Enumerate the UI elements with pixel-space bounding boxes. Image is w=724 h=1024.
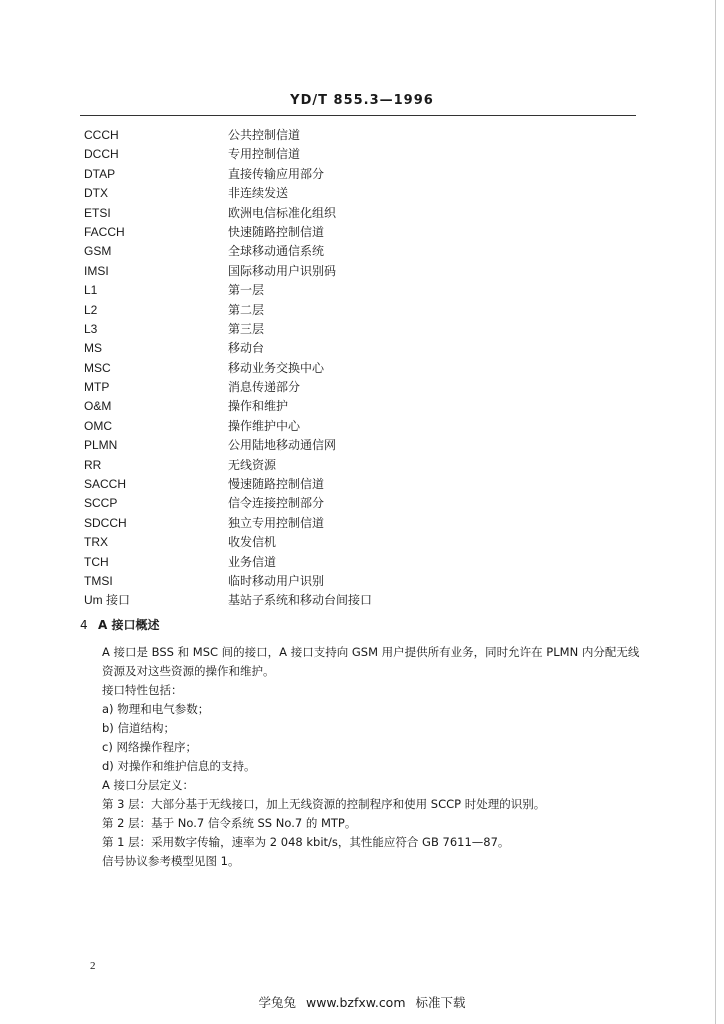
abbreviation-term: Um 接口 xyxy=(84,593,130,608)
abbreviation-term: O&M xyxy=(84,399,112,414)
abbreviation-term: MTP xyxy=(84,380,110,395)
abbreviation-row xyxy=(84,572,644,591)
list-item: a) 物理和电气参数； xyxy=(102,702,210,716)
abbreviation-row xyxy=(84,514,644,533)
abbreviation-term: IMSI xyxy=(84,263,109,278)
layer-definition: 第 1 层：采用数字传输，速率为 2 048 kbit/s，其性能应符合 GB 7611—87。 xyxy=(102,835,510,849)
layer-definition: 第 3 层：大部分基于无线接口，加上无线资源的控制程序和使用 SCCP 时处理的识别。 xyxy=(102,797,546,811)
abbreviation-definition: 公用陆地移动通信网 xyxy=(228,438,337,453)
scan-edge xyxy=(715,0,716,1024)
abbreviation-term: RR xyxy=(84,457,102,472)
abbreviation-row xyxy=(84,378,644,397)
abbreviation-term: TMSI xyxy=(84,573,113,588)
abbreviation-row xyxy=(84,533,644,552)
abbreviation-list xyxy=(84,126,644,611)
abbreviation-definition: 收发信机 xyxy=(228,535,277,550)
abbreviation-row xyxy=(84,397,644,416)
abbreviation-row xyxy=(84,320,644,339)
abbreviation-row xyxy=(84,456,644,475)
body-paragraph: 信号协议参考模型见图 1。 xyxy=(102,854,240,868)
abbreviation-term: L2 xyxy=(84,302,98,317)
abbreviation-definition: 非连续发送 xyxy=(228,186,289,201)
abbreviation-row xyxy=(84,126,644,145)
abbreviation-row xyxy=(84,553,644,572)
abbreviation-row xyxy=(84,359,644,378)
abbreviation-term: CCCH xyxy=(84,128,119,142)
abbreviation-term: L1 xyxy=(84,283,98,298)
abbreviation-definition: 慢速随路控制信道 xyxy=(228,477,325,492)
abbreviation-definition: 公共控制信道 xyxy=(228,128,301,142)
section-heading xyxy=(80,616,640,633)
layer-definition: 第 2 层：基于 No.7 信令系统 SS No.7 的 MTP。 xyxy=(102,816,357,830)
abbreviation-row xyxy=(84,145,644,164)
abbreviation-definition: 信令连接控制部分 xyxy=(228,496,325,511)
abbreviation-term: DTAP xyxy=(84,166,116,181)
abbreviation-row xyxy=(84,339,644,358)
abbreviation-definition: 第三层 xyxy=(228,321,265,336)
abbreviation-definition: 欧洲电信标准化组织 xyxy=(228,205,337,220)
abbreviation-term: SCCP xyxy=(84,496,118,511)
abbreviation-definition: 第二层 xyxy=(228,302,265,317)
abbreviation-term: TCH xyxy=(84,554,109,569)
abbreviation-term: DTX xyxy=(84,186,108,201)
abbreviation-definition: 基站子系统和移动台间接口 xyxy=(228,593,373,608)
abbreviation-definition: 临时移动用户识别 xyxy=(228,573,325,588)
section-number: 4 xyxy=(80,618,88,632)
list-item: b) 信道结构； xyxy=(102,721,175,735)
header-rule xyxy=(80,115,636,116)
abbreviation-term: MS xyxy=(84,341,102,356)
abbreviation-term: SDCCH xyxy=(84,515,127,530)
abbreviation-definition: 直接传输应用部分 xyxy=(228,166,325,181)
abbreviation-term: GSM xyxy=(84,244,112,259)
abbreviation-definition: 操作和维护 xyxy=(228,399,289,414)
abbreviation-term: PLMN xyxy=(84,438,118,453)
abbreviation-definition: 独立专用控制信道 xyxy=(228,515,325,530)
abbreviation-row xyxy=(84,475,644,494)
abbreviation-definition: 无线资源 xyxy=(228,457,277,472)
abbreviation-row xyxy=(84,242,644,261)
abbreviation-row xyxy=(84,223,644,242)
abbreviation-definition: 专用控制信道 xyxy=(228,147,301,162)
section-body xyxy=(84,643,640,871)
abbreviation-definition: 操作维护中心 xyxy=(228,418,301,433)
abbreviation-row xyxy=(84,165,644,184)
section-title: A 接口概述 xyxy=(98,618,160,632)
abbreviation-row xyxy=(84,417,644,436)
abbreviation-definition: 业务信道 xyxy=(228,554,277,569)
abbreviation-definition: 国际移动用户识别码 xyxy=(228,263,337,278)
body-paragraph: 接口特性包括： xyxy=(102,683,183,697)
abbreviation-definition: 第一层 xyxy=(228,283,265,298)
abbreviation-row xyxy=(84,204,644,223)
abbreviation-term: MSC xyxy=(84,360,111,375)
abbreviation-term: ETSI xyxy=(84,205,111,220)
abbreviation-row xyxy=(84,301,644,320)
abbreviation-term: SACCH xyxy=(84,477,127,492)
abbreviation-definition: 消息传递部分 xyxy=(228,380,301,395)
abbreviation-row xyxy=(84,262,644,281)
abbreviation-definition: 快速随路控制信道 xyxy=(228,224,325,239)
page-header: YD/T 855.3—1996 xyxy=(290,93,434,108)
list-item: d) 对操作和维护信息的支持。 xyxy=(102,759,256,773)
list-item: c) 网络操作程序； xyxy=(102,740,197,754)
abbreviation-term: DCCH xyxy=(84,147,119,162)
abbreviation-term: OMC xyxy=(84,418,112,433)
watermark-footer: 学兔兔 www.bzfxw.com 标准下载 xyxy=(258,995,466,1010)
body-paragraph: A 接口是 BSS 和 MSC 间的接口，A 接口支持向 GSM 用户提供所有业务，同时允许在 PLMN 内分配无线资源及对这些资源的操作和维护。 xyxy=(102,645,640,678)
page-number: 2 xyxy=(90,960,96,972)
abbreviation-definition: 全球移动通信系统 xyxy=(228,244,325,259)
abbreviation-row xyxy=(84,281,644,300)
abbreviation-term: FACCH xyxy=(84,224,125,239)
body-paragraph: A 接口分层定义： xyxy=(102,778,195,792)
abbreviation-row xyxy=(84,184,644,203)
abbreviation-row xyxy=(84,436,644,455)
abbreviation-definition: 移动业务交换中心 xyxy=(228,360,325,375)
abbreviation-row xyxy=(84,494,644,513)
abbreviation-term: TRX xyxy=(84,535,108,550)
abbreviation-term: L3 xyxy=(84,321,98,336)
abbreviation-definition: 移动台 xyxy=(228,341,265,356)
abbreviation-row xyxy=(84,591,644,610)
